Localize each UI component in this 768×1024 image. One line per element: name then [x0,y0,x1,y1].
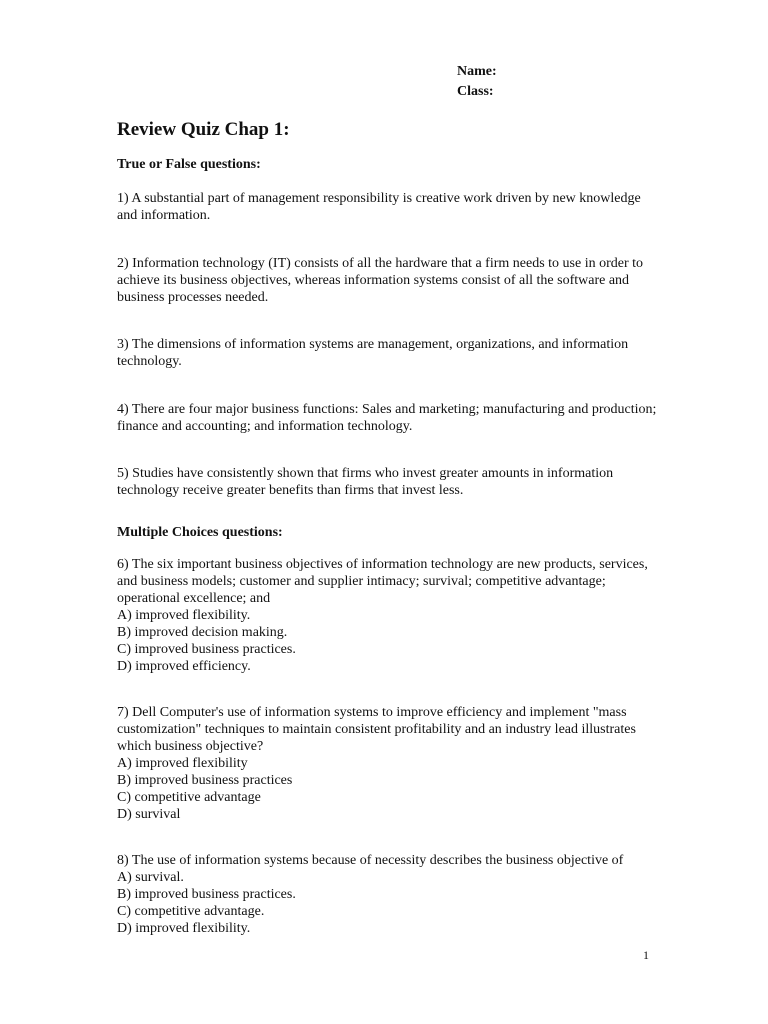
question-text: 6) The six important business objectives of information technology are new products, services, and business models; customer and supplier intimacy; survival; competitive advantage; operational excellence; and [117,557,648,606]
option-d: D) improved efficiency. [117,659,251,674]
option-b: B) improved business practices [117,773,293,788]
page-number: 1 [643,948,649,962]
option-c: C) improved business practices. [117,642,296,657]
option-a: A) improved flexibility [117,756,248,771]
option-c: C) competitive advantage. [117,904,265,919]
option-b: B) improved decision making. [117,625,288,640]
header-fields [457,62,497,102]
question-5 [117,465,657,499]
option-a: A) survival. [117,870,184,885]
question-text: 8) The use of information systems because of necessity describes the business objective of [117,853,624,868]
question-text: 7) Dell Computer's use of information systems to improve efficiency and implement "mass customization" techniques to maintain consistent profitability and an industry lead illustrates which business objective? [117,705,636,754]
option-d: D) survival [117,807,181,822]
question-text: 3) The dimensions of information systems are management, organizations, and information technology. [117,337,629,369]
question-4 [117,401,657,435]
question-6 [117,556,657,675]
question-text: 1) A substantial part of management responsibility is creative work driven by new knowledge and information. [117,191,641,223]
question-text: 5) Studies have consistently shown that firms who invest greater amounts in information technology receive greater benefits than firms that invest less. [117,466,614,498]
question-8 [117,852,657,937]
section-title-true-false: True or False questions: [117,157,261,172]
option-c: C) competitive advantage [117,790,261,805]
option-d: D) improved flexibility. [117,921,251,936]
question-1 [117,190,657,224]
question-3 [117,336,657,370]
question-7 [117,704,657,823]
question-text: 2) Information technology (IT) consists of all the hardware that a firm needs to use in order to achieve its business objectives, whereas information systems consist of all the software and business processes needed. [117,256,644,305]
page-title: Review Quiz Chap 1: [117,119,290,140]
name-label: Name: [457,64,497,79]
option-a: A) improved flexibility. [117,608,251,623]
option-b: B) improved business practices. [117,887,296,902]
question-text: 4) There are four major business functions: Sales and marketing; manufacturing and production; finance and accounting; and information technology. [117,402,657,434]
question-2 [117,255,657,306]
class-label: Class: [457,84,494,99]
section-title-multiple-choice: Multiple Choices questions: [117,525,283,540]
